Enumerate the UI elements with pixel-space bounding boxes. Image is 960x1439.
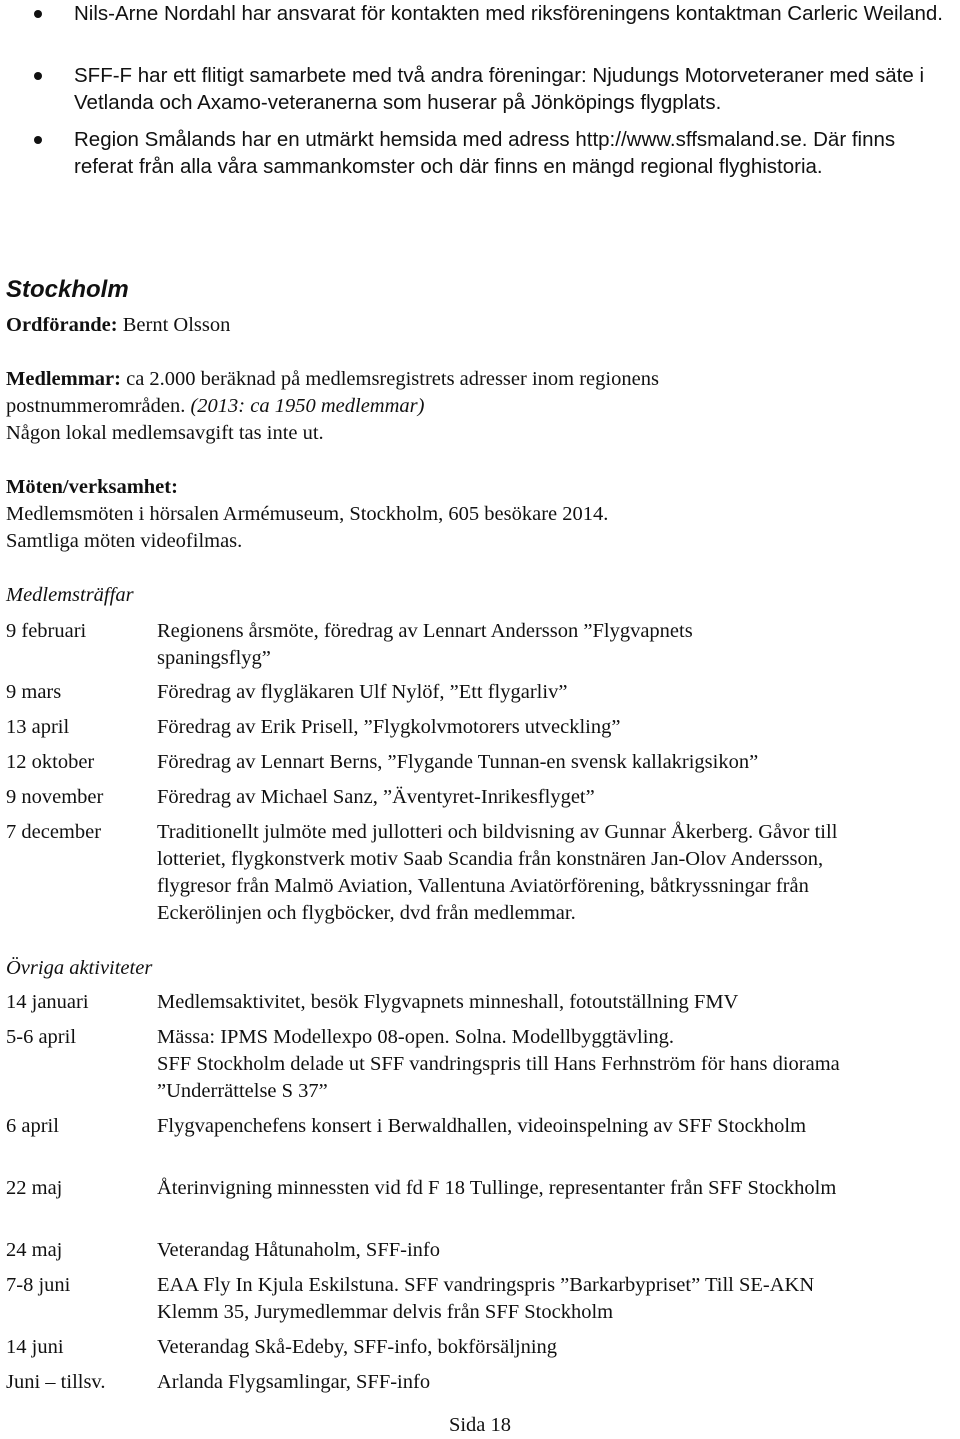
bullet-dot-icon	[34, 10, 42, 18]
bullet-item: Nils-Arne Nordahl har ansvarat för kontakten med riksföreningens kontaktman Carleric Weiland.	[74, 0, 954, 27]
activity-date: 22 maj	[6, 1177, 63, 1199]
fee-text: Någon lokal medlemsavgift tas inte ut.	[6, 422, 324, 444]
event-date: 9 februari	[6, 620, 87, 642]
activity-date: 14 januari	[6, 991, 89, 1013]
meetings-line: Samtliga möten videofilmas.	[6, 530, 243, 552]
event-desc: Föredrag av flygläkaren Ulf Nylöf, ”Ett flygarliv”	[157, 681, 568, 703]
activity-desc: Återinvigning minnessten vid fd F 18 Tullinge, representanter från SFF Stockholm	[157, 1177, 837, 1199]
activity-desc-line: Mässa: IPMS Modellexpo 08-open. Solna. Modellbyggtävling.	[157, 1026, 675, 1048]
event-date: 12 oktober	[6, 751, 95, 773]
meetings-line: Medlemsmöten i hörsalen Armémuseum, Stockholm, 605 besökare 2014.	[6, 503, 609, 525]
bullet-item: Region Smålands har en utmärkt hemsida med adress http://www.sffsmaland.se. Där finns referat från alla våra sammankomster och där finns en mängd regional flyghistoria.	[74, 126, 954, 180]
activity-desc: Veterandag Håtunaholm, SFF-info	[157, 1239, 440, 1261]
event-date: 7 december	[6, 821, 102, 843]
activity-date: 7-8 juni	[6, 1274, 71, 1296]
activity-desc: EAA Fly In Kjula Eskilstuna. SFF vandringspris ”Barkarbypriset” Till SE-AKN Klemm 35, Jurymedlemmar delvis från SFF Stockholm	[157, 1274, 815, 1323]
activity-desc: Flygvapenchefens konsert i Berwaldhallen, videoinspelning av SFF Stockholm	[157, 1115, 807, 1137]
meetings-block	[6, 474, 946, 555]
event-date: 13 april	[6, 716, 70, 738]
chair-value: Bernt Olsson	[122, 314, 231, 336]
event-date: 9 november	[6, 786, 104, 808]
event-desc: Föredrag av Erik Prisell, ”Flygkolvmotorers utveckling”	[157, 716, 621, 738]
activity-date: 24 maj	[6, 1239, 63, 1261]
members-value: ca 2.000 beräknad på medlemsregistrets adresser inom regionens postnummerområden.	[6, 368, 659, 417]
activity-desc: Veterandag Skå-Edeby, SFF-info, bokförsäljning	[157, 1336, 558, 1358]
page-number: Sida 18	[448, 1414, 512, 1436]
members-note: (2013: ca 1950 medlemmar)	[190, 395, 425, 417]
activity-date: 5-6 april	[6, 1026, 77, 1048]
activity-desc	[157, 1024, 877, 1105]
activity-desc: Medlemsaktivitet, besök Flygvapnets minneshall, fotoutställning FMV	[157, 991, 739, 1013]
meetings-label: Möten/verksamhet:	[6, 476, 178, 498]
activity-desc: Arlanda Flygsamlingar, SFF-info	[157, 1371, 431, 1393]
medlemstraffar-heading: Medlemsträffar	[6, 584, 134, 606]
chair-label: Ordförande:	[6, 314, 118, 336]
bullet-dot-icon	[34, 136, 42, 144]
ovriga-heading: Övriga aktiviteter	[6, 957, 153, 979]
event-desc: Regionens årsmöte, föredrag av Lennart Andersson ”Flygvapnets spaningsflyg”	[157, 620, 693, 669]
bullet-dot-icon	[34, 72, 42, 80]
event-desc: Traditionellt julmöte med jullotteri och bildvisning av Gunnar Åkerberg. Gåvor till lotteriet, flygkonstverk motiv Saab Scandia från konstnären Jan-Olov Andersson, flygresor från Malmö Aviation, Vallentuna Aviatörförening, båtkryssningar från Eckerölinjen och flygböcker, dvd från medlemmar.	[157, 821, 838, 924]
bullet-item: SFF-F har ett flitigt samarbete med två andra föreningar: Njudungs Motorveteraner med säte i Vetlanda och Axamo-veteranerna som huserar på Jönköpings flygplats.	[74, 62, 954, 116]
activity-date: Juni – tillsv.	[6, 1371, 106, 1393]
event-desc: Föredrag av Lennart Berns, ”Flygande Tunnan-en svensk kallakrigsikon”	[157, 751, 759, 773]
chair-line	[6, 312, 946, 339]
members-block	[6, 366, 806, 447]
activity-date: 14 juni	[6, 1336, 64, 1358]
members-label: Medlemmar:	[6, 368, 121, 390]
section-title: Stockholm	[6, 276, 129, 303]
event-date: 9 mars	[6, 681, 62, 703]
event-desc: Föredrag av Michael Sanz, ”Äventyret-Inrikesflyget”	[157, 786, 595, 808]
activity-date: 6 april	[6, 1115, 59, 1137]
activity-desc-line: SFF Stockholm delade ut SFF vandringspris till Hans Ferhnström för hans diorama ”Underrättelse S 37”	[157, 1053, 840, 1102]
